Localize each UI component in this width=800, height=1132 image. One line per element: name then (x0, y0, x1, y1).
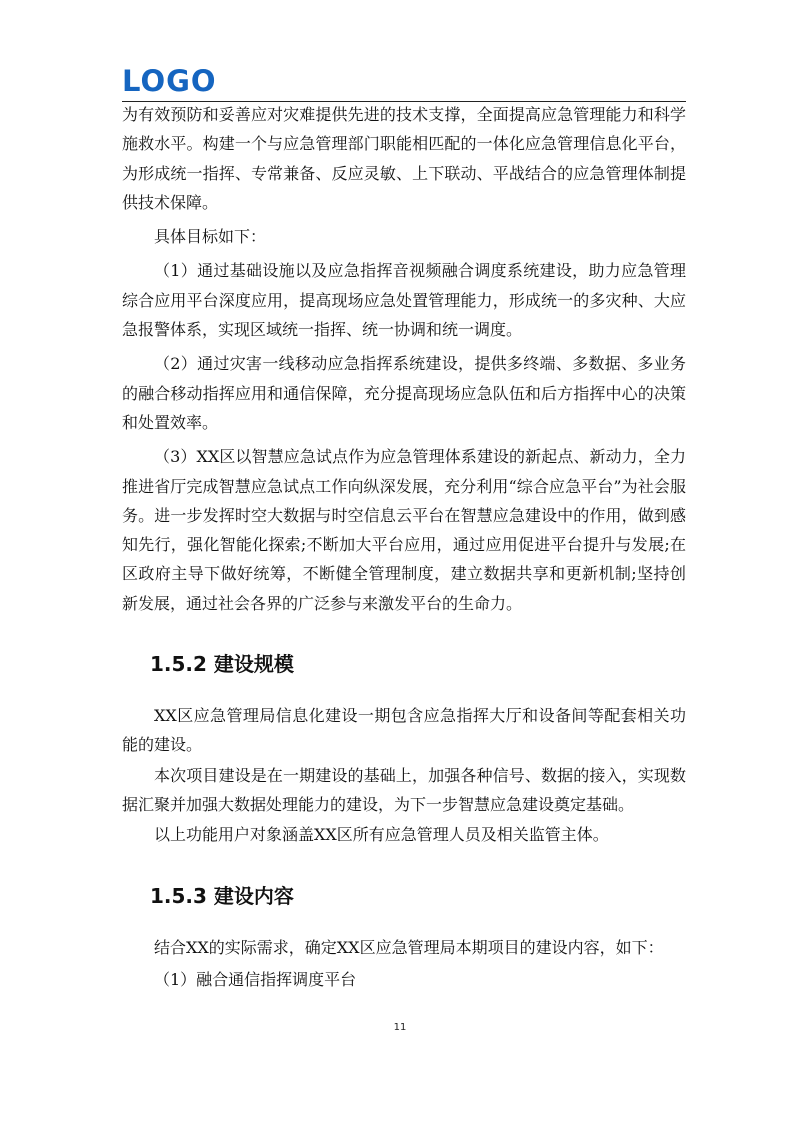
paragraph-intro: 为有效预防和妥善应对灾难提供先进的技术支撑，全面提高应急管理能力和科学施救水平。构建一个与应急管理部门职能相匹配的一体化应急管理信息化平台，为形成统一指挥、专常兼备、反应灵敏、上下联动、平战结合的应急管理体制提供技术保障。 (122, 105, 686, 212)
paragraph-content-item-1: （1）融合通信指挥调度平台 (154, 969, 357, 989)
logo: LOGO (122, 64, 217, 98)
paragraph-goal-3: （3）XX区以智慧应急试点作为应急管理体系建设的新起点、新动力，全力推进省厅完成智慧应急试点工作向纵深发展，充分利用“综合应急平台”为社会服务。进一步发挥时空大数据与时空信息云平台在智慧应急建设中的作用，做到感知先行，强化智能化探索;不断加大平台应用，通过应用促进平台提升与发展;在区政府主导下做好统筹，不断健全管理制度，建立数据共享和更新机制;坚持创新发展，通过社会各界的广泛参与来激发平台的生命力。 (122, 447, 686, 613)
paragraph-scale-3: 以上功能用户对象涵盖XX区所有应急管理人员及相关监管主体。 (154, 825, 609, 845)
paragraph-goals-heading: 具体目标如下： (154, 227, 267, 247)
page-content (122, 100, 686, 994)
paragraph-goal-1: （1）通过基础设施以及应急指挥音视频融合调度系统建设，助力应急管理综合应用平台深度应用，提高现场应急处置管理能力，形成统一的多灾种、大应急报警体系，实现区域统一指挥、统一协调和统一调度。 (122, 261, 686, 340)
section-heading-scale: 1.5.2 建设规模 (150, 652, 294, 677)
section-heading-content: 1.5.3 建设内容 (150, 883, 294, 908)
paragraph-scale-2: 本次项目建设是在一期建设的基础上，加强各种信号、数据的接入，实现数据汇聚并加强大数据处理能力的建设，为下一步智慧应急建设奠定基础。 (122, 765, 686, 814)
page-number: 11 (393, 1022, 407, 1033)
paragraph-goal-2: （2）通过灾害一线移动应急指挥系统建设，提供多终端、多数据、多业务的融合移动指挥应用和通信保障，充分提高现场应急队伍和后方指挥中心的决策和处置效率。 (122, 354, 686, 432)
paragraph-scale-1: XX区应急管理局信息化建设一期包含应急指挥大厅和设备间等配套相关功能的建设。 (122, 706, 686, 755)
paragraph-content-1: 结合XX的实际需求，确定XX区应急管理局本期项目的建设内容，如下： (154, 937, 664, 957)
